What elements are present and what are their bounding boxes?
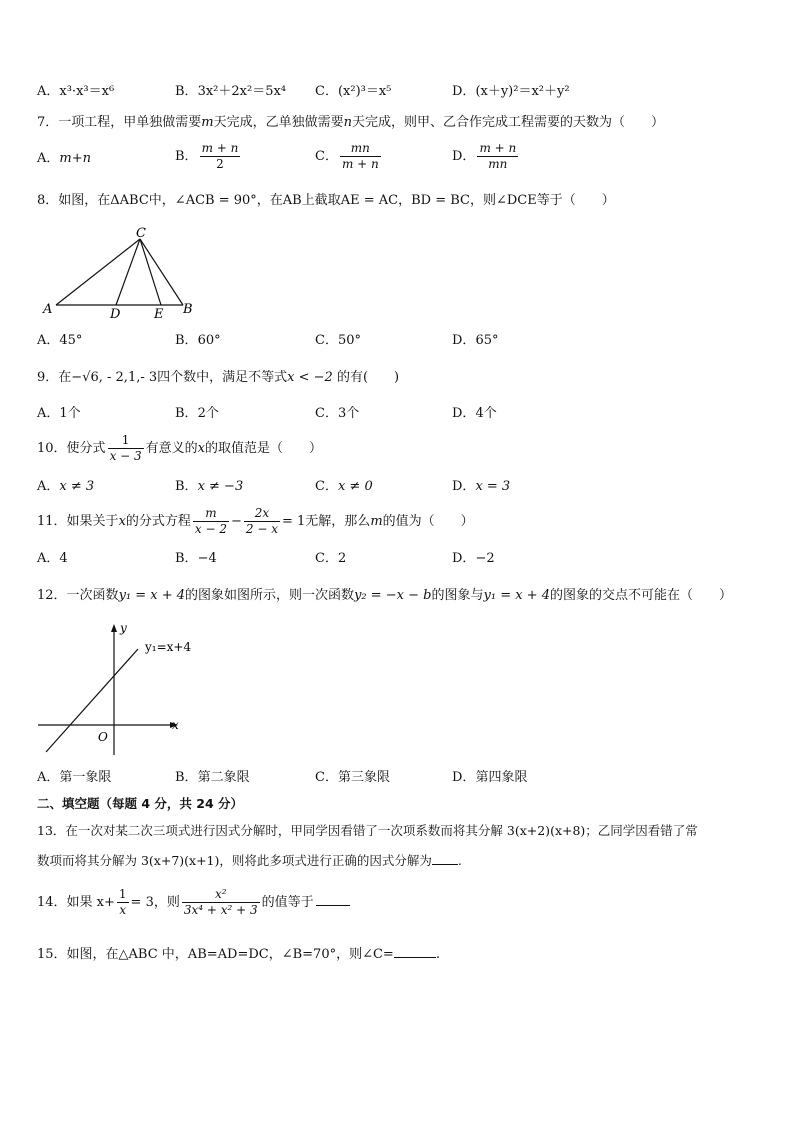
q8-option-b: B．60° xyxy=(175,333,221,348)
q8-option-a: A．45° xyxy=(37,333,83,348)
label-b: B xyxy=(183,302,193,317)
line-label: y₁=x+4 xyxy=(145,640,192,654)
q11-option-b: B．−4 xyxy=(175,551,217,566)
q10-option-d: D．x = 3 xyxy=(452,479,511,494)
q14-answer-blank[interactable] xyxy=(316,905,350,906)
label-e: E xyxy=(154,307,164,322)
q7-option-d: D． $\frac{m + n}{mn}$ xyxy=(452,141,517,171)
q6-option-c: C．(x²)³＝x⁵ xyxy=(315,84,392,99)
q7-option-c: C． $\frac{mn}{m + n}$ xyxy=(315,141,379,171)
q7-stem: 7．一项工程，甲单独做需要m天完成，乙单独做需要n天完成，则甲、乙合作完成工程需要的天数为（ ） xyxy=(37,115,665,130)
q11-option-a: A．4 xyxy=(37,551,68,566)
q13-stem-line2: 数项而将其分解为 3(x+7)(x+1)，则将此多项式进行正确的因式分解为 . xyxy=(37,853,462,868)
q12-option-d: D．第四象限 xyxy=(452,770,528,785)
line-y1 xyxy=(46,649,138,752)
q6-option-d: D．(x＋y)²＝x²＋y² xyxy=(452,84,570,99)
segment-bc xyxy=(140,239,183,305)
y-axis-arrow xyxy=(111,624,117,632)
q9-stem: 9．在−√6, - 2,1,- 3四个数中，满足不等式x < −2 的有( ) xyxy=(37,370,400,385)
q10-option-b: B．x ≠ −3 xyxy=(175,479,244,494)
q8-triangle-figure xyxy=(40,222,200,322)
q7-option-a: A．m+n xyxy=(37,151,91,166)
section-2-title: 二、填空题（每题 4 分，共 24 分） xyxy=(37,796,244,811)
q11-option-c: C．2 xyxy=(315,551,347,566)
q15-stem: 15．如图，在△ABC 中，AB=AD=DC，∠B=70°，则∠C= . xyxy=(37,947,440,962)
q6-option-a: A．x³·x³＝x⁶ xyxy=(37,84,115,99)
segment-ce xyxy=(140,239,161,305)
q12-option-a: A．第一象限 xyxy=(37,770,112,785)
x-axis-label: x xyxy=(172,718,179,732)
label-c: C xyxy=(136,226,146,241)
q9-option-a: A．1个 xyxy=(37,406,81,421)
q11-option-d: D．−2 xyxy=(452,551,495,566)
q13-stem-line1: 13．在一次对某二次三项式进行因式分解时，甲同学因看错了一次项系数而将其分解 3(x+2)(x+8)；乙同学因看错了常 xyxy=(37,823,698,838)
q15-answer-blank[interactable] xyxy=(394,957,436,958)
q14-stem: 14．如果 x+ $\frac{1}{x}$ = 3，则 $\frac{\text{x²}}{\text{3x⁴ + x² + 3}}$ 的值等于 xyxy=(37,887,350,918)
q10-stem: 10．使分式 $\frac{1}{x - 3}$ 有意义的x的取值范是（ ） xyxy=(37,433,323,463)
q10-option-a: A．x ≠ 3 xyxy=(37,479,95,494)
y-axis-label: y xyxy=(120,621,127,635)
q9-option-d: D．4个 xyxy=(452,406,497,421)
q9-option-b: B．2个 xyxy=(175,406,219,421)
q10-option-c: C．x ≠ 0 xyxy=(315,479,373,494)
q12-option-c: C．第三象限 xyxy=(315,770,390,785)
origin-label: O xyxy=(98,730,108,744)
q12-graph-figure xyxy=(30,615,220,765)
q12-stem: 12．一次函数y₁ = x + 4的图象如图所示，则一次函数y₂ = −x − b的图象与y₁ = x + 4的图象的交点不可能在（ ） xyxy=(37,588,732,603)
q6-option-b: B．3x²＋2x²＝5x⁴ xyxy=(175,84,287,99)
q11-stem: 11．如果关于x的分式方程 $\frac{m}{x - 2}$ − $\frac{2x}{2 - x}$ = 1无解，那么m的值为（ ） xyxy=(37,506,474,536)
q9-option-c: C．3个 xyxy=(315,406,360,421)
q7-option-b: B． $\frac{m + n}{2}$ xyxy=(175,141,239,171)
label-d: D xyxy=(110,307,121,322)
q8-stem: 8．如图，在ΔABC中，∠ACB = 90°，在AB上截取AE = AC，BD = BC，则∠DCE等于（ ） xyxy=(37,193,615,208)
q8-option-c: C．50° xyxy=(315,333,361,348)
q8-option-d: D．65° xyxy=(452,333,499,348)
q13-answer-blank[interactable] xyxy=(432,864,458,865)
q12-option-b: B．第二象限 xyxy=(175,770,250,785)
label-a: A xyxy=(43,302,53,317)
